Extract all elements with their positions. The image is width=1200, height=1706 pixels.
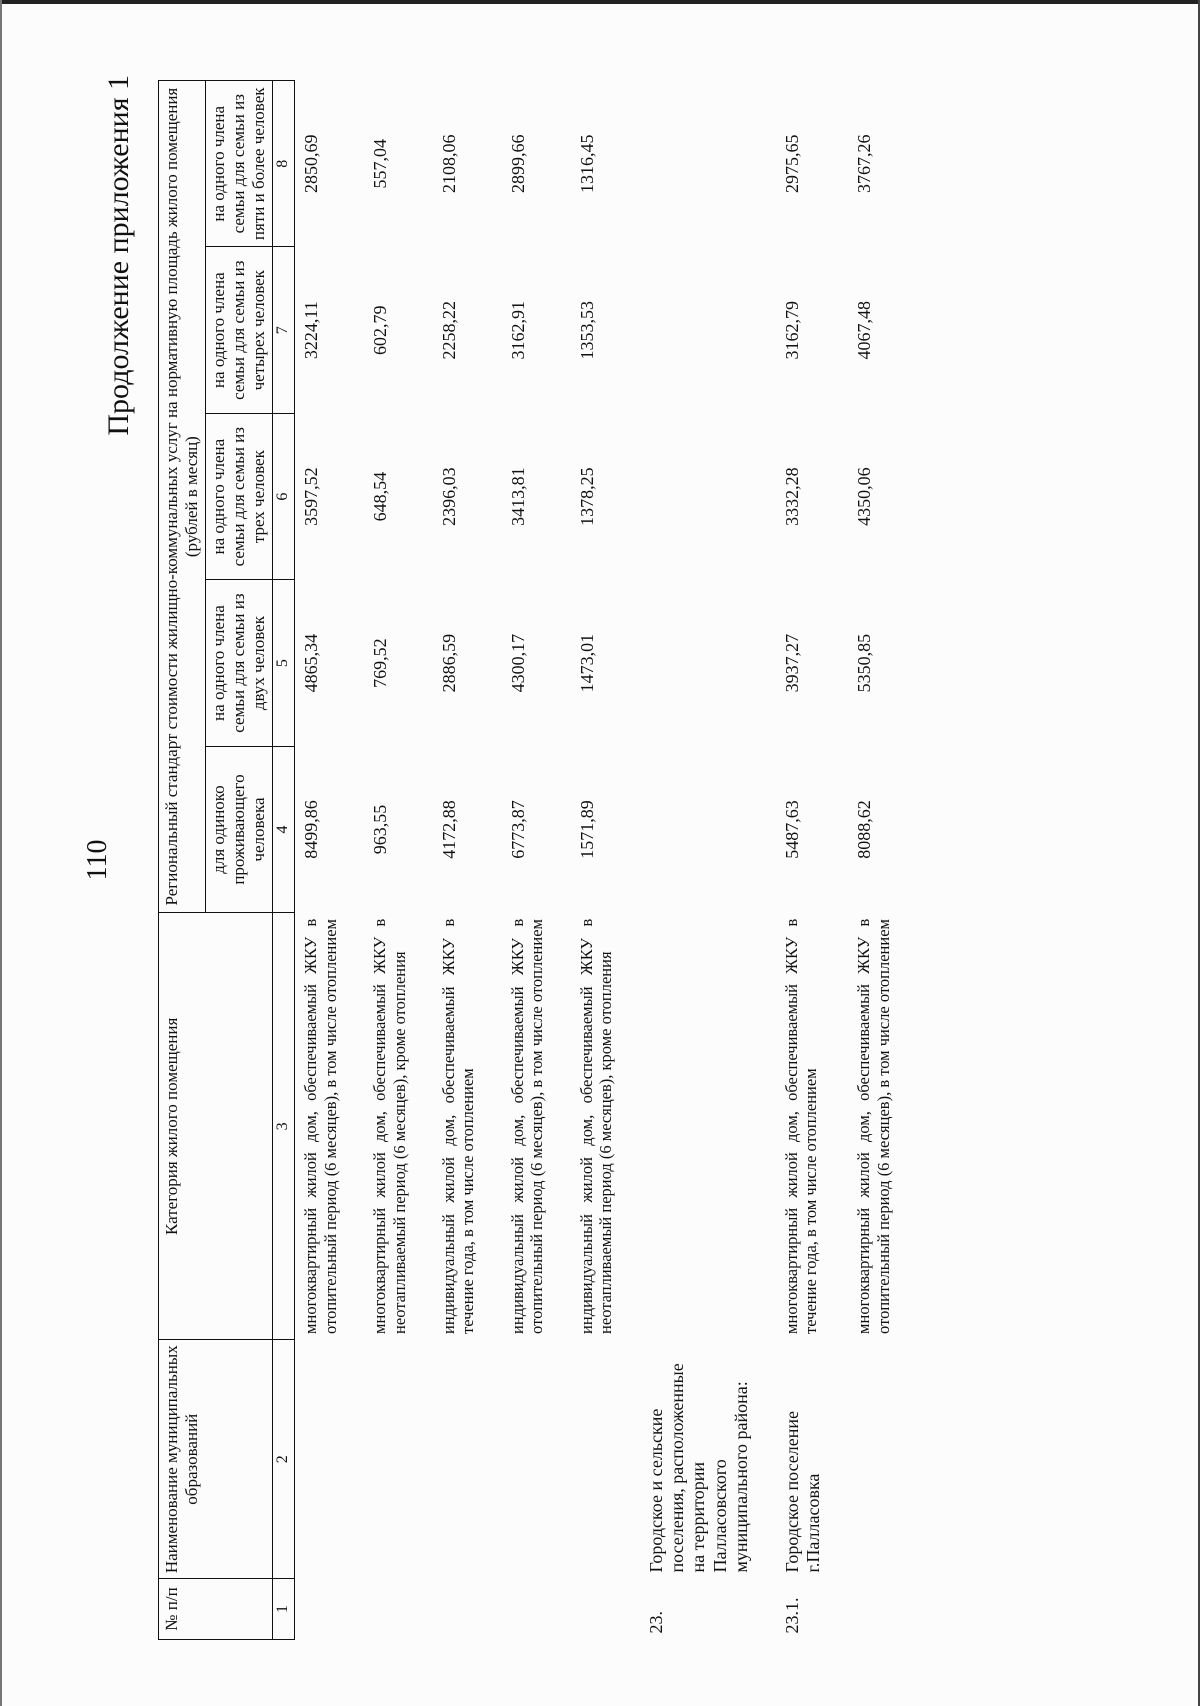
row-number [571,1578,640,1639]
header-col8: на одного члена семьи для семьи из пяти и более человек [206,81,273,248]
value-col6: 3413,81 [507,467,528,526]
column-number: 8 [273,81,295,248]
value-col8: 557,04 [370,139,391,189]
value-col5: 3937,27 [781,633,802,693]
column-number: 3 [273,913,295,1340]
housing-category: многоквартирный жилой дом, обеспечиваемый ЖКУ в отопительный период (6 месяцев), в том числе отоплением [854,918,893,1334]
value-col4: 5487,63 [781,800,802,859]
value-col6: 4350,06 [854,467,875,526]
row-number: 23. [645,1611,666,1634]
municipality-name [295,1340,364,1579]
value-col7: 1353,53 [576,300,597,360]
header-name: Наименование муниципальных образований [159,1340,273,1579]
value-col7: 2258,22 [438,300,459,360]
value-col4: 6773,87 [507,800,528,859]
header-category: Категория жилого помещения [159,913,273,1340]
scan-edge-top [0,0,1200,4]
value-col6: 3332,28 [781,467,802,526]
column-number: 5 [273,580,295,746]
municipality-name [433,1340,502,1579]
value-col6: 3597,52 [301,467,322,526]
table-row [776,81,848,1640]
value-col8 [640,81,776,248]
table-row [502,81,571,1640]
rotated-page-content [70,40,1130,1680]
row-number [364,1578,433,1639]
value-col4: 8088,62 [854,800,875,859]
value-col7: 3162,91 [507,300,528,360]
value-col5: 2886,59 [438,633,459,693]
value-col7 [640,247,776,413]
table-row [571,81,640,1640]
header-col7: на одного члена семьи для семьи из четырех человек [206,247,273,413]
value-col8: 2108,06 [438,134,459,193]
row-number [295,1578,364,1639]
row-number [502,1578,571,1639]
municipality-name: Городское и сельские поселения, расположенные на территории Палласовского муниципального района: [645,1363,751,1573]
header-col5: на одного члена семьи для семьи из двух человек [206,580,273,746]
table-row [364,81,433,1640]
header-row-1 [159,81,206,1640]
header-no: № п/п [159,1578,273,1639]
value-col7: 3224,11 [301,301,322,360]
housing-category: индивидуальный жилой дом, обеспечиваемый ЖКУ в течение года, в том числе отоплением [438,918,478,1334]
municipality-name [848,1340,917,1579]
value-col6: 2396,03 [438,467,459,526]
column-number: 1 [273,1578,295,1639]
scan-edge-left [0,0,2,1706]
value-col5: 4865,34 [301,633,322,693]
header-standard-group: Региональный стандарт стоимости жилищно-коммунальных услуг на нормативную площадь жилого помещения (рублей в месяц) [159,81,206,913]
value-col8: 2975,65 [781,134,802,193]
page-number: 110 [82,839,113,881]
row-number: 23.1. [781,1597,802,1634]
value-col8: 2899,66 [507,134,528,193]
housing-category: многоквартирный жилой дом, обеспечиваемый ЖКУ в течение года, в том числе отоплением [781,918,821,1334]
appendix-title: Продолжение приложения 1 [102,75,135,436]
value-col5: 1473,01 [576,633,597,693]
column-number-row [273,81,295,1640]
municipality-name: Городское поселение г.Палласовка [781,1410,824,1573]
housing-cost-table [158,80,917,1640]
value-col7: 4067,48 [854,300,875,360]
value-col8: 2850,69 [301,134,322,193]
value-col6: 648,54 [370,471,391,522]
column-number: 2 [273,1340,295,1579]
housing-category: индивидуальный жилой дом, обеспечиваемый ЖКУ в отопительный период (6 месяцев), в том числе отоплением [507,918,547,1334]
table-row [295,81,364,1640]
value-col4: 4172,88 [438,800,459,859]
table-row [848,81,917,1640]
value-col7: 602,79 [370,305,391,355]
housing-category [640,913,776,1340]
column-number: 4 [273,746,295,912]
housing-category: индивидуальный жилой дом, обеспечиваемый ЖКУ в неотапливаемый период (6 месяцев), кроме отопления [576,918,616,1334]
housing-category: многоквартирный жилой дом, обеспечиваемый ЖКУ в отопительный период (6 месяцев), в том числе отоплением [301,918,340,1334]
housing-category: многоквартирный жилой дом, обеспечиваемый ЖКУ в неотапливаемый период (6 месяцев), кроме отопления [370,918,409,1334]
value-col4 [640,746,776,912]
table-row [433,81,502,1640]
header-col4: для одиноко проживающего человека [206,746,273,912]
value-col5: 4300,17 [507,633,528,693]
value-col5 [640,580,776,746]
value-col7: 3162,79 [781,300,802,360]
value-col6 [640,413,776,579]
header-col6: на одного члена семьи для семьи из трех человек [206,413,273,579]
table-row [640,81,776,1640]
municipality-name [364,1340,433,1579]
value-col4: 1571,89 [576,800,597,859]
value-col8: 1316,45 [576,134,597,193]
value-col4: 8499,86 [301,800,322,859]
column-number: 7 [273,247,295,413]
municipality-name [571,1340,640,1579]
row-number [848,1578,917,1639]
value-col6: 1378,25 [576,467,597,526]
column-number: 6 [273,413,295,579]
row-number [433,1578,502,1639]
municipality-name [502,1340,571,1579]
value-col8: 3767,26 [854,134,875,193]
value-col4: 963,55 [370,804,391,855]
value-col5: 5350,85 [854,633,875,693]
value-col5: 769,52 [370,638,391,688]
